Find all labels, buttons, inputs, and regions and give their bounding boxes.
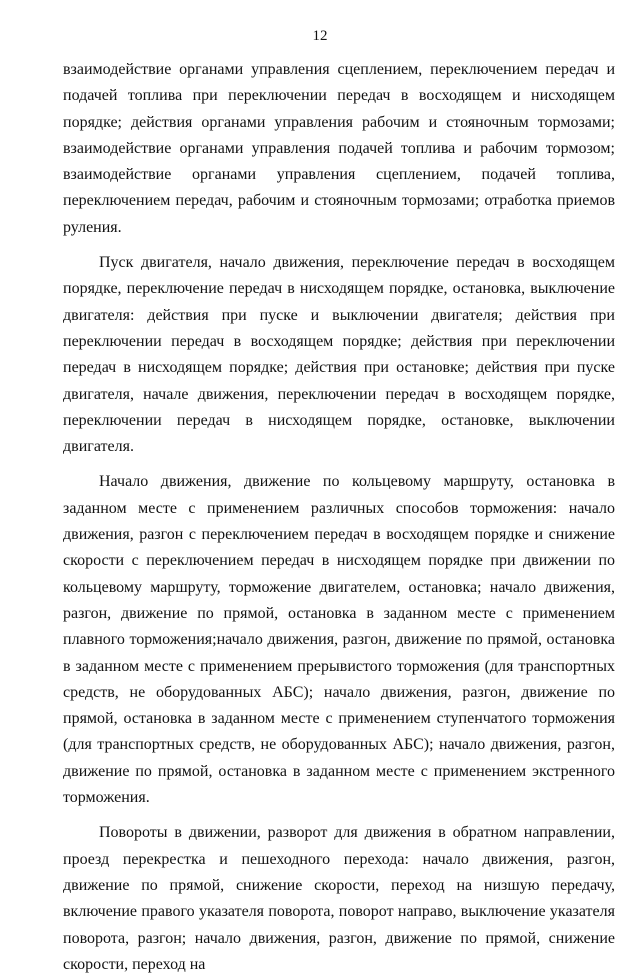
paragraph-2: Пуск двигателя, начало движения, переключение передач в восходящем порядке, переключение передач в нисходящем порядке, остановка, выключение двигателя: действия при пуске и выключении двигателя; действия при переключении передач в восходящем порядке; действия при переключении передач в нисходящем порядке; действия при остановке; действия при пуске двигателя, начале движения, переключении передач в восходящем порядке, переключении передач в нисходящем порядке, остановке, выключении двигателя. <box>63 254 615 456</box>
page-number: 12 <box>312 28 328 44</box>
document-body <box>63 57 615 978</box>
paragraph-3: Начало движения, движение по кольцевому маршруту, остановка в заданном месте с применением различных способов торможения: начало движения, разгон с переключением передач в восходящем порядке и снижение скорости с переключением передач в нисходящем порядке при движении по кольцевому маршруту, торможение двигателем, остановка; начало движения, разгон, движение по прямой, остановка в заданном месте с применением плавного торможения;начало движения, разгон, движение по прямой, остановка в заданном месте с применением прерывистого торможения (для транспортных средств, не оборудованных АБС); начало движения, разгон, движение по прямой, остановка в заданном месте с применением ступенчатого торможения (для транспортных средств, не оборудованных АБС); начало движения, разгон, движение по прямой, остановка в заданном месте с применением экстренного торможения. <box>63 473 615 807</box>
paragraph-1: взаимодействие органами управления сцеплением, переключением передач и подачей топлива при переключении передач в восходящем и нисходящем порядке; действия органами управления рабочим и стояночным тормозами; взаимодействие органами управления подачей топлива и рабочим тормозом; взаимодействие органами управления сцеплением, подачей топлива, переключением передач, рабочим и стояночным тормозами; отработка приемов руления. <box>63 61 615 236</box>
paragraph-4: Повороты в движении, разворот для движения в обратном направлении, проезд перекрестка и пешеходного перехода: начало движения, разгон, движение по прямой, снижение скорости, переход на низшую передачу, включение правого указателя поворота, поворот направо, выключение указателя поворота, разгон; начало движения, разгон, движение по прямой, снижение скорости, переход на <box>63 824 615 973</box>
